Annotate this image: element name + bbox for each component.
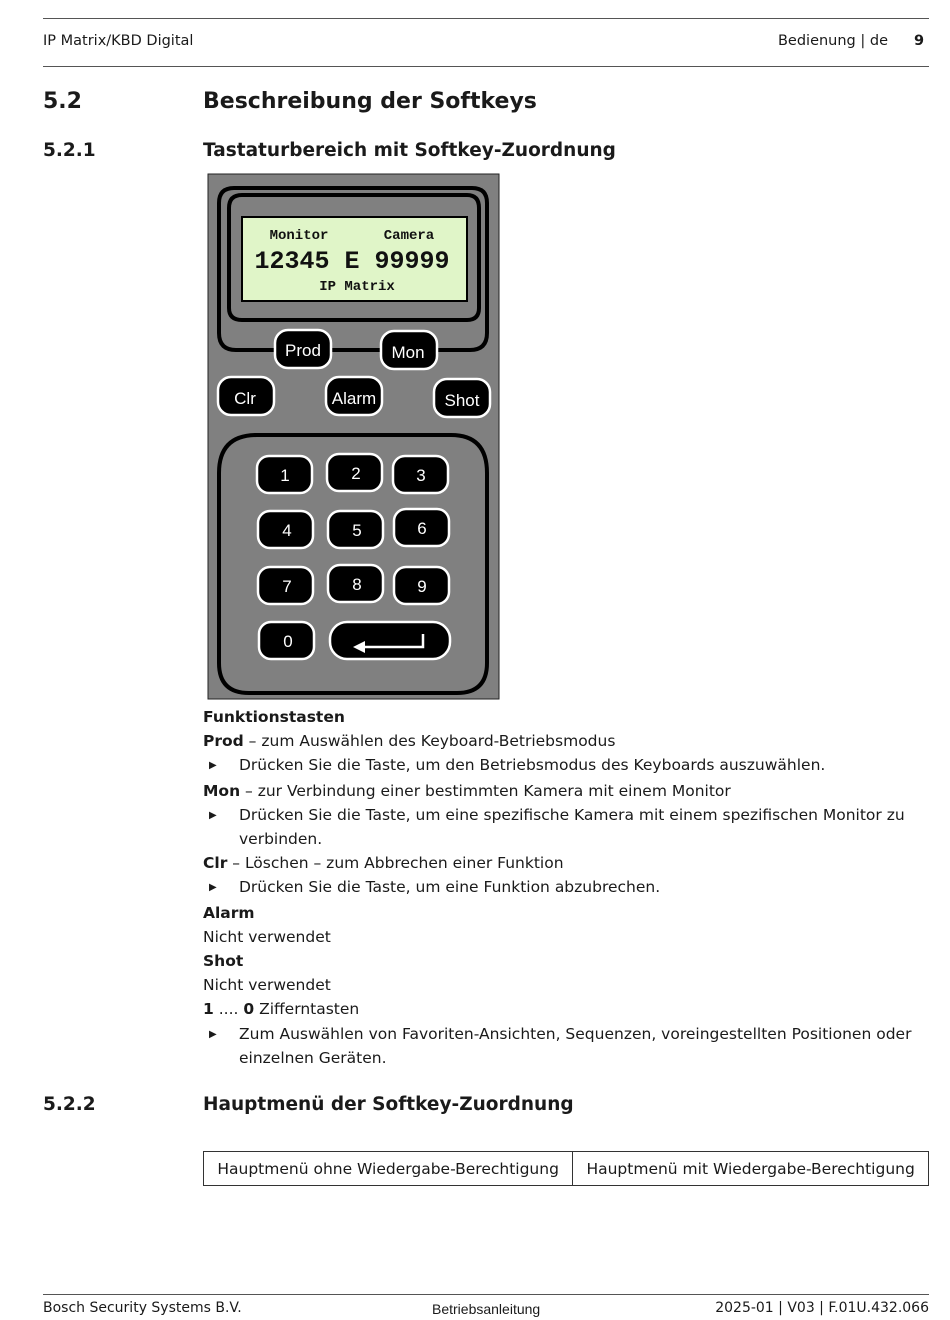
triangle-right-icon: ▶ [209,760,217,772]
triangle-right-icon: ▶ [209,809,217,821]
key-2-label: 2 [351,464,361,483]
key-2[interactable] [327,454,382,491]
enter-key[interactable] [330,622,450,659]
shot-key-label: Shot [444,391,480,410]
key-3-label: 3 [416,466,426,485]
header-doc-title: IP Matrix/KBD Digital [43,33,194,49]
key-3[interactable] [393,456,448,493]
prod-item [203,729,929,753]
digits-separator: .... [213,1000,244,1019]
subsection-2-title: Hauptmenü der Softkey-Zuordnung [203,1094,574,1115]
clr-step-text: Drücken Sie die Taste, um eine Funktion abzubrechen. [239,878,661,897]
keyboard-illustration [207,173,501,700]
footer-rule [43,1294,929,1295]
alarm-term: Alarm [203,903,255,922]
clr-key[interactable] [218,377,274,415]
footer-doc-type: Betriebsanleitung [432,1301,541,1317]
key-0-label: 0 [283,632,293,651]
digits-step [203,1022,929,1070]
mon-item [203,779,929,803]
mon-step [203,803,929,851]
triangle-right-icon: ▶ [209,882,217,894]
prod-step-text: Drücken Sie die Taste, um den Betriebsmodus des Keyboards auszuwählen. [239,756,826,775]
header-top-rule [43,18,929,19]
function-keys-heading: Funktionstasten [203,708,345,726]
shot-description: Nicht verwendet [203,976,331,995]
clr-key-label: Clr [234,389,256,408]
header-page-number: 9 [914,33,925,49]
triangle-right-icon: ▶ [209,1028,217,1040]
key-1[interactable] [257,456,312,493]
digits-first: 1 [203,1000,214,1019]
prod-description: – zum Auswählen des Keyboard-Betriebsmodus [243,732,616,751]
table-cell-with-playback: Hauptmenü mit Wiedergabe-Berechtigung [573,1152,929,1186]
mon-step-text: Drücken Sie die Taste, um eine spezifische Kamera mit einem spezifischen Monitor zu verbinden. [239,805,905,849]
key-8[interactable] [328,565,383,602]
main-menu-table [203,1151,929,1186]
key-5-label: 5 [352,521,362,540]
prod-term: Prod [203,732,244,751]
key-4[interactable] [258,511,313,548]
key-7[interactable] [258,567,313,604]
prod-key[interactable] [275,330,331,368]
clr-description: – Löschen – zum Abbrechen einer Funktion [227,854,564,873]
header-bottom-rule [43,66,929,67]
digits-description: Zifferntasten [254,1000,360,1019]
table-cell-without-playback: Hauptmenü ohne Wiedergabe-Berechtigung [204,1152,573,1186]
key-9-label: 9 [417,577,427,596]
subsection-2-number: 5.2.2 [43,1094,96,1115]
shot-key[interactable] [434,379,490,417]
key-8-label: 8 [352,575,362,594]
clr-term: Clr [203,854,228,873]
key-9[interactable] [394,567,449,604]
lcd-number-readout: 12345 E 99999 [254,247,450,276]
section-number: 5.2 [43,89,82,114]
key-0[interactable] [259,622,314,659]
shot-term: Shot [203,952,244,971]
mon-description: – zur Verbindung einer bestimmten Kamera mit einem Monitor [240,781,731,800]
clr-step [203,875,929,900]
footer-company: Bosch Security Systems B.V. [43,1300,242,1316]
key-4-label: 4 [282,521,292,540]
lcd-camera-label: Camera [383,228,435,244]
mon-term: Mon [203,781,241,800]
mon-key[interactable] [381,331,437,369]
prod-key-label: Prod [285,341,321,360]
lcd-product-label: IP Matrix [319,279,395,295]
key-7-label: 7 [282,577,292,596]
key-6[interactable] [394,509,449,546]
footer-version: 2025-01 | V03 | F.01U.432.066 [715,1300,929,1316]
function-keys-description [203,705,929,1070]
key-1-label: 1 [280,466,290,485]
digits-last: 0 [243,1000,255,1019]
lcd-monitor-label: Monitor [269,228,329,244]
prod-step [203,753,929,778]
key-5[interactable] [328,511,383,548]
alarm-description: Nicht verwendet [203,927,331,946]
subsection-1-number: 5.2.1 [43,140,96,161]
section-title: Beschreibung der Softkeys [203,89,537,114]
clr-item [203,851,929,875]
digits-step-text: Zum Auswählen von Favoriten-Ansichten, Sequenzen, voreingestellten Positionen oder einzelnen Geräten. [239,1024,912,1067]
alarm-key[interactable] [326,377,382,415]
alarm-key-label: Alarm [331,389,377,408]
digits-item [203,997,929,1021]
header-section-label: Bedienung | de [777,33,888,49]
table-row [204,1152,929,1186]
mon-key-label: Mon [391,343,425,362]
key-6-label: 6 [417,519,427,538]
subsection-1-title: Tastaturbereich mit Softkey-Zuordnung [203,140,616,161]
